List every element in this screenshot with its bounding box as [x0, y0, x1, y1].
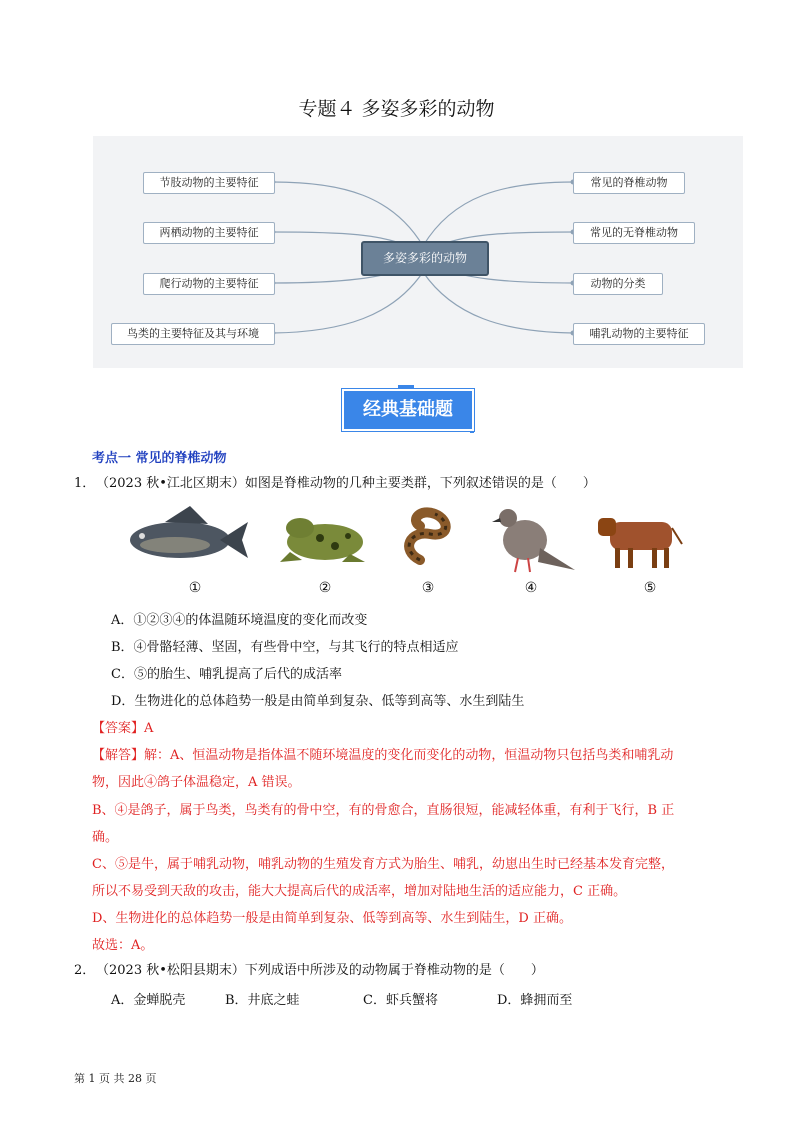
question-1-number: 1．: [74, 476, 96, 491]
topic-heading: 考点一 常见的脊椎动物: [92, 451, 227, 466]
frog-image: [280, 518, 365, 562]
connector-line: [273, 182, 423, 246]
q1-analysis-line: B、④是鸽子，属于鸟类，鸟类有的骨中空，有的骨愈合，直肠很短，能减轻体重，有利于飞行，B 正: [92, 803, 675, 818]
mindmap-node-right-1: 常见的脊椎动物: [573, 172, 685, 194]
animal-images: [120, 500, 700, 580]
image-label-2: ②: [318, 580, 332, 596]
image-label-4: ④: [524, 580, 538, 596]
banner-label: 经典基础题: [342, 389, 474, 431]
mind-map: [93, 136, 743, 368]
cow-image: [598, 518, 682, 568]
question-2-number: 2．: [74, 963, 96, 978]
pigeon-image: [492, 509, 575, 572]
q2-option-d: D．蜂拥而至: [497, 993, 573, 1008]
mindmap-node-left-2: 两栖动物的主要特征: [143, 222, 275, 244]
q1-analysis-line: C、⑤是牛，属于哺乳动物，哺乳动物的生殖发育方式为胎生、哺乳，幼崽出生时已经基本发育完整，: [92, 857, 674, 872]
q1-analysis-line: 物，因此④鸽子体温稳定，A 错误。: [92, 775, 301, 790]
q1-analysis-line: 所以不易受到天敌的攻击，能大大提高后代的成活率，增加对陆地生活的适应能力，C 正确。: [92, 884, 627, 899]
mindmap-node-right-2: 常见的无脊椎动物: [573, 222, 695, 244]
question-1-text: （2023 秋•江北区期末）如图是脊椎动物的几种主要类群，下列叙述错误的是（ ）: [96, 476, 596, 491]
connector-line: [423, 182, 573, 246]
q1-analysis-line: 【解答】解：A、恒温动物是指体温不随环境温度的变化而变化的动物，恒温动物只包括鸟类和哺乳动: [92, 748, 674, 763]
mindmap-node-left-3: 爬行动物的主要特征: [143, 273, 275, 295]
question-2-text: （2023 秋•松阳县期末）下列成语中所涉及的动物属于脊椎动物的是（ ）: [96, 963, 544, 978]
mindmap-node-left-1: 节肢动物的主要特征: [143, 172, 275, 194]
q1-analysis-line: 确。: [92, 830, 119, 845]
q2-option-b: B．井底之蛙: [225, 993, 300, 1008]
image-label-3: ③: [421, 580, 435, 596]
q1-option-d: D．生物进化的总体趋势一般是由简单到复杂、低等到高等、水生到陆生: [111, 694, 525, 709]
q1-answer: 【答案】A: [92, 721, 154, 736]
page-title: 专题４ 多姿多彩的动物: [298, 98, 495, 120]
snake-image: [409, 512, 446, 560]
mindmap-node-right-4: 哺乳动物的主要特征: [573, 323, 705, 345]
mindmap-node-right-3: 动物的分类: [573, 273, 663, 295]
q1-analysis-line: D、生物进化的总体趋势一般是由简单到复杂、低等到高等、水生到陆生，D 正确。: [92, 911, 572, 926]
fish-image: [130, 506, 248, 558]
q2-option-c: C．虾兵蟹将: [363, 993, 438, 1008]
q1-option-a: A．①②③④的体温随环境温度的变化而改变: [111, 613, 368, 628]
q1-option-b: B．④骨骼轻薄、坚固，有些骨中空，与其飞行的特点相适应: [111, 640, 459, 655]
section-banner: [340, 385, 480, 435]
q1-analysis-line: 故选：A。: [92, 938, 154, 953]
q1-option-c: C．⑤的胎生、哺乳提高了后代的成活率: [111, 667, 342, 682]
image-label-1: ①: [188, 580, 202, 596]
connector-line: [423, 272, 573, 333]
mindmap-center-node: 多姿多彩的动物: [361, 241, 489, 276]
mindmap-node-left-4: 鸟类的主要特征及其与环境: [111, 323, 275, 345]
image-label-5: ⑤: [643, 580, 657, 596]
connector-line: [273, 272, 423, 333]
page-footer: 第 1 页 共 28 页: [74, 1072, 157, 1085]
q2-option-a: A．金蝉脱壳: [111, 993, 186, 1008]
